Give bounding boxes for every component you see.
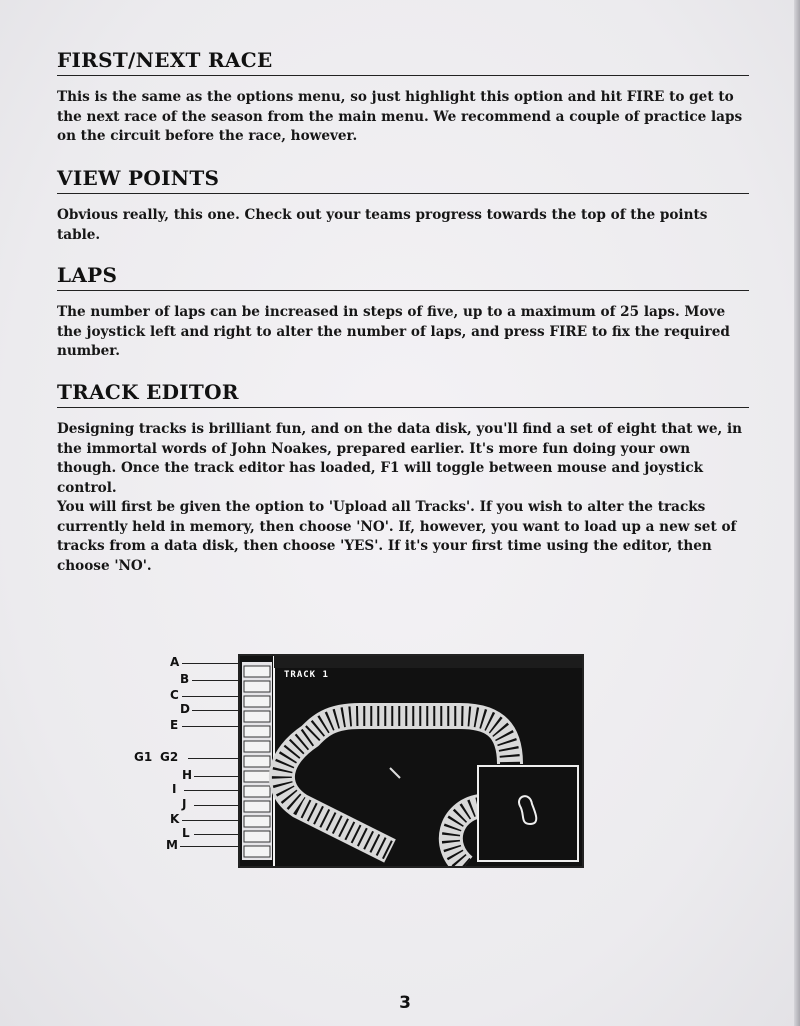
leader-line — [182, 663, 242, 664]
figure-label-a: A — [170, 655, 180, 669]
leader-line — [194, 805, 242, 806]
leader-line — [182, 726, 242, 727]
figure-label-e: E — [170, 718, 179, 732]
section-view-points — [57, 166, 749, 245]
leader-line — [182, 820, 242, 821]
section-track-editor — [57, 380, 749, 576]
section-paragraph: You will first be given the option to 'Upload all Tracks'. If you wish to alter the tracks currently held in memory, then choose 'NO'. If, however, you want to load up a new set of tracks from a data disk, then choose 'YES'. If it's your first time using the editor, then choose 'NO'. — [57, 499, 737, 574]
figure-labels — [130, 650, 240, 870]
section-heading: VIEW POINTS — [57, 166, 749, 194]
section-paragraph: Obvious really, this one. Check out your teams progress towards the top of the points table. — [57, 207, 708, 243]
figure-label-l: L — [182, 826, 190, 840]
section-paragraph: This is the same as the options menu, so just highlight this option and hit FIRE to get to the next race of the season from the main menu. We recommend a couple of practice laps on the circuit before the race, however. — [57, 89, 743, 144]
figure-label-g2: G2 — [160, 750, 179, 764]
leader-line — [194, 776, 242, 777]
figure-label-g1: G1 — [134, 750, 153, 764]
track-preview — [240, 656, 582, 866]
page-number: 3 — [399, 993, 411, 1013]
leader-line — [192, 680, 242, 681]
screen-title: TRACK 1 — [284, 670, 329, 680]
leader-line — [180, 846, 242, 847]
figure-label-m: M — [166, 838, 178, 852]
page-edge — [794, 0, 800, 1026]
leader-line — [184, 790, 242, 791]
section-paragraph: The number of laps can be increased in steps of five, up to a maximum of 25 laps. Move the joystick left and right to alter the number of laps, and press FIRE to fix the required number. — [57, 304, 730, 359]
section-laps — [57, 263, 749, 362]
figure-label-d: D — [180, 702, 190, 716]
leader-line — [192, 710, 242, 711]
editor-screen — [238, 654, 584, 868]
figure-label-b: B — [180, 672, 190, 686]
figure-label-c: C — [170, 688, 179, 702]
figure-label-i: I — [172, 782, 177, 796]
track-editor-figure — [130, 650, 590, 870]
section-heading: LAPS — [57, 263, 749, 291]
section-heading: TRACK EDITOR — [57, 380, 749, 408]
leader-line — [182, 696, 242, 697]
figure-label-j: J — [182, 797, 187, 811]
leader-line — [194, 834, 242, 835]
leader-line — [188, 758, 242, 759]
figure-label-k: K — [170, 812, 180, 826]
section-first-next-race — [57, 48, 749, 147]
section-paragraph: Designing tracks is brilliant fun, and on the data disk, you'll find a set of eight that we, in the immortal words of John Noakes, prepared earlier. It's more fun doing your own though. Once the track editor has loaded, F1 will toggle between mouse and joystick control. — [57, 421, 743, 496]
figure-label-h: H — [182, 768, 193, 782]
section-heading: FIRST/NEXT RACE — [57, 48, 749, 76]
